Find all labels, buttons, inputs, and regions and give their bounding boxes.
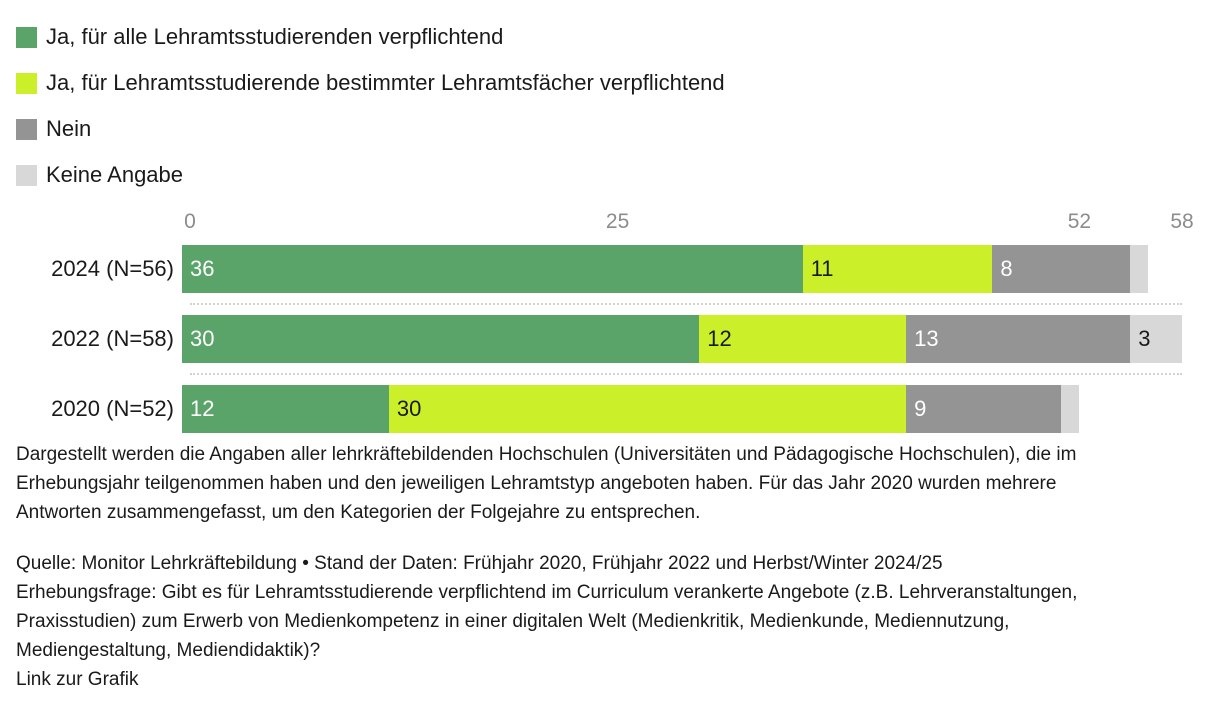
bar-segment (699, 315, 906, 363)
bar-segment (182, 245, 803, 293)
legend-swatch-icon (16, 73, 37, 94)
chart-bar-row (14, 314, 1206, 364)
legend-item-label: Ja, für Lehramtsstudierende bestimmter Lehramtsfächer verpflichtend (46, 70, 725, 95)
bar-segment (992, 245, 1130, 293)
legend-swatch-icon (16, 165, 37, 186)
bar-segment (389, 385, 906, 433)
chart-bar-row (14, 244, 1206, 294)
x-axis-tick-label: 25 (605, 210, 630, 233)
note-link[interactable]: Link zur Grafik (16, 669, 139, 690)
bar-track (182, 245, 1182, 293)
bar-segment-value: 11 (810, 256, 834, 281)
legend-item-label: Nein (46, 116, 92, 141)
legend-item (16, 106, 1206, 152)
legend-swatch-icon (16, 27, 37, 48)
bar-segment (906, 385, 1061, 433)
bar-segment-value: 9 (914, 396, 927, 421)
legend-item (16, 14, 1206, 60)
row-divider (190, 303, 1182, 305)
bar-category-label: 2020 (N=52) (51, 396, 174, 421)
x-axis-tick-label: 52 (1067, 210, 1092, 233)
bar-segment (182, 315, 699, 363)
legend-swatch-icon (16, 119, 37, 140)
bar-track (182, 315, 1182, 363)
row-divider (190, 373, 1182, 375)
bar-segment-value: 36 (190, 256, 215, 281)
chart-bar-row (14, 384, 1206, 434)
note-source: Quelle: Monitor Lehrkräftebildung • Stand der Daten: Frühjahr 2020, Frühjahr 2022 und Herbst/Winter 2024/25 (16, 553, 943, 574)
legend-item-label: Keine Angabe (46, 162, 184, 187)
bar-segment (1130, 315, 1182, 363)
chart-notes (16, 440, 1206, 694)
legend-item (16, 152, 1206, 198)
note-source-block (16, 549, 1146, 694)
bar-segment-value: 30 (396, 396, 422, 421)
bar-segment-value: 12 (190, 396, 215, 421)
legend-item-label: Ja, für alle Lehramtsstudierenden verpflichtend (46, 24, 504, 49)
bar-category-label: 2024 (N=56) (51, 256, 174, 281)
legend-item (16, 60, 1206, 106)
note-description: Dargestellt werden die Angaben aller lehrkräftebildenden Hochschulen (Universitäten und Pädagogische Hochschulen), die im Erhebungsjahr teilgenommen haben und den jeweiligen Lehramtstyp angeboten haben. Für das Jahr 2020 wurden mehrere Antworten zusammengefasst, um den Kategorien der Folgejahre zu entsprechen. (16, 444, 1077, 523)
x-axis-tick-label: 0 (184, 210, 196, 233)
chart-rows (14, 244, 1206, 434)
bar-track (182, 385, 1182, 433)
bar-segment-value: 12 (707, 326, 732, 351)
note-question: Erhebungsfrage: Gibt es für Lehramtsstudierende verpflichtend im Curriculum verankerte Angebote (z.B. Lehrveranstaltungen, Praxisstudien) zum Erwerb von Medienkompetenz in einer digitalen Welt (Medienkritik, Medienkunde, Mediennutzung, Mediengestaltung, Mediendidaktik)? (16, 582, 1078, 661)
stacked-bar-chart (14, 210, 1206, 421)
bar-segment-value: 30 (190, 326, 215, 351)
bar-segment-value: 13 (914, 326, 939, 351)
bar-segment (182, 385, 389, 433)
bar-category-label: 2022 (N=58) (51, 326, 174, 351)
bar-segment-value: 3 (1138, 326, 1151, 351)
x-axis (184, 210, 1194, 244)
bar-segment (1130, 245, 1147, 293)
bar-segment-value: 8 (1000, 256, 1013, 281)
bar-segment (1061, 385, 1078, 433)
bar-segment (906, 315, 1130, 363)
x-axis-tick-label: 58 (1170, 210, 1194, 233)
bar-segment (803, 245, 993, 293)
chart-legend (16, 14, 1206, 198)
